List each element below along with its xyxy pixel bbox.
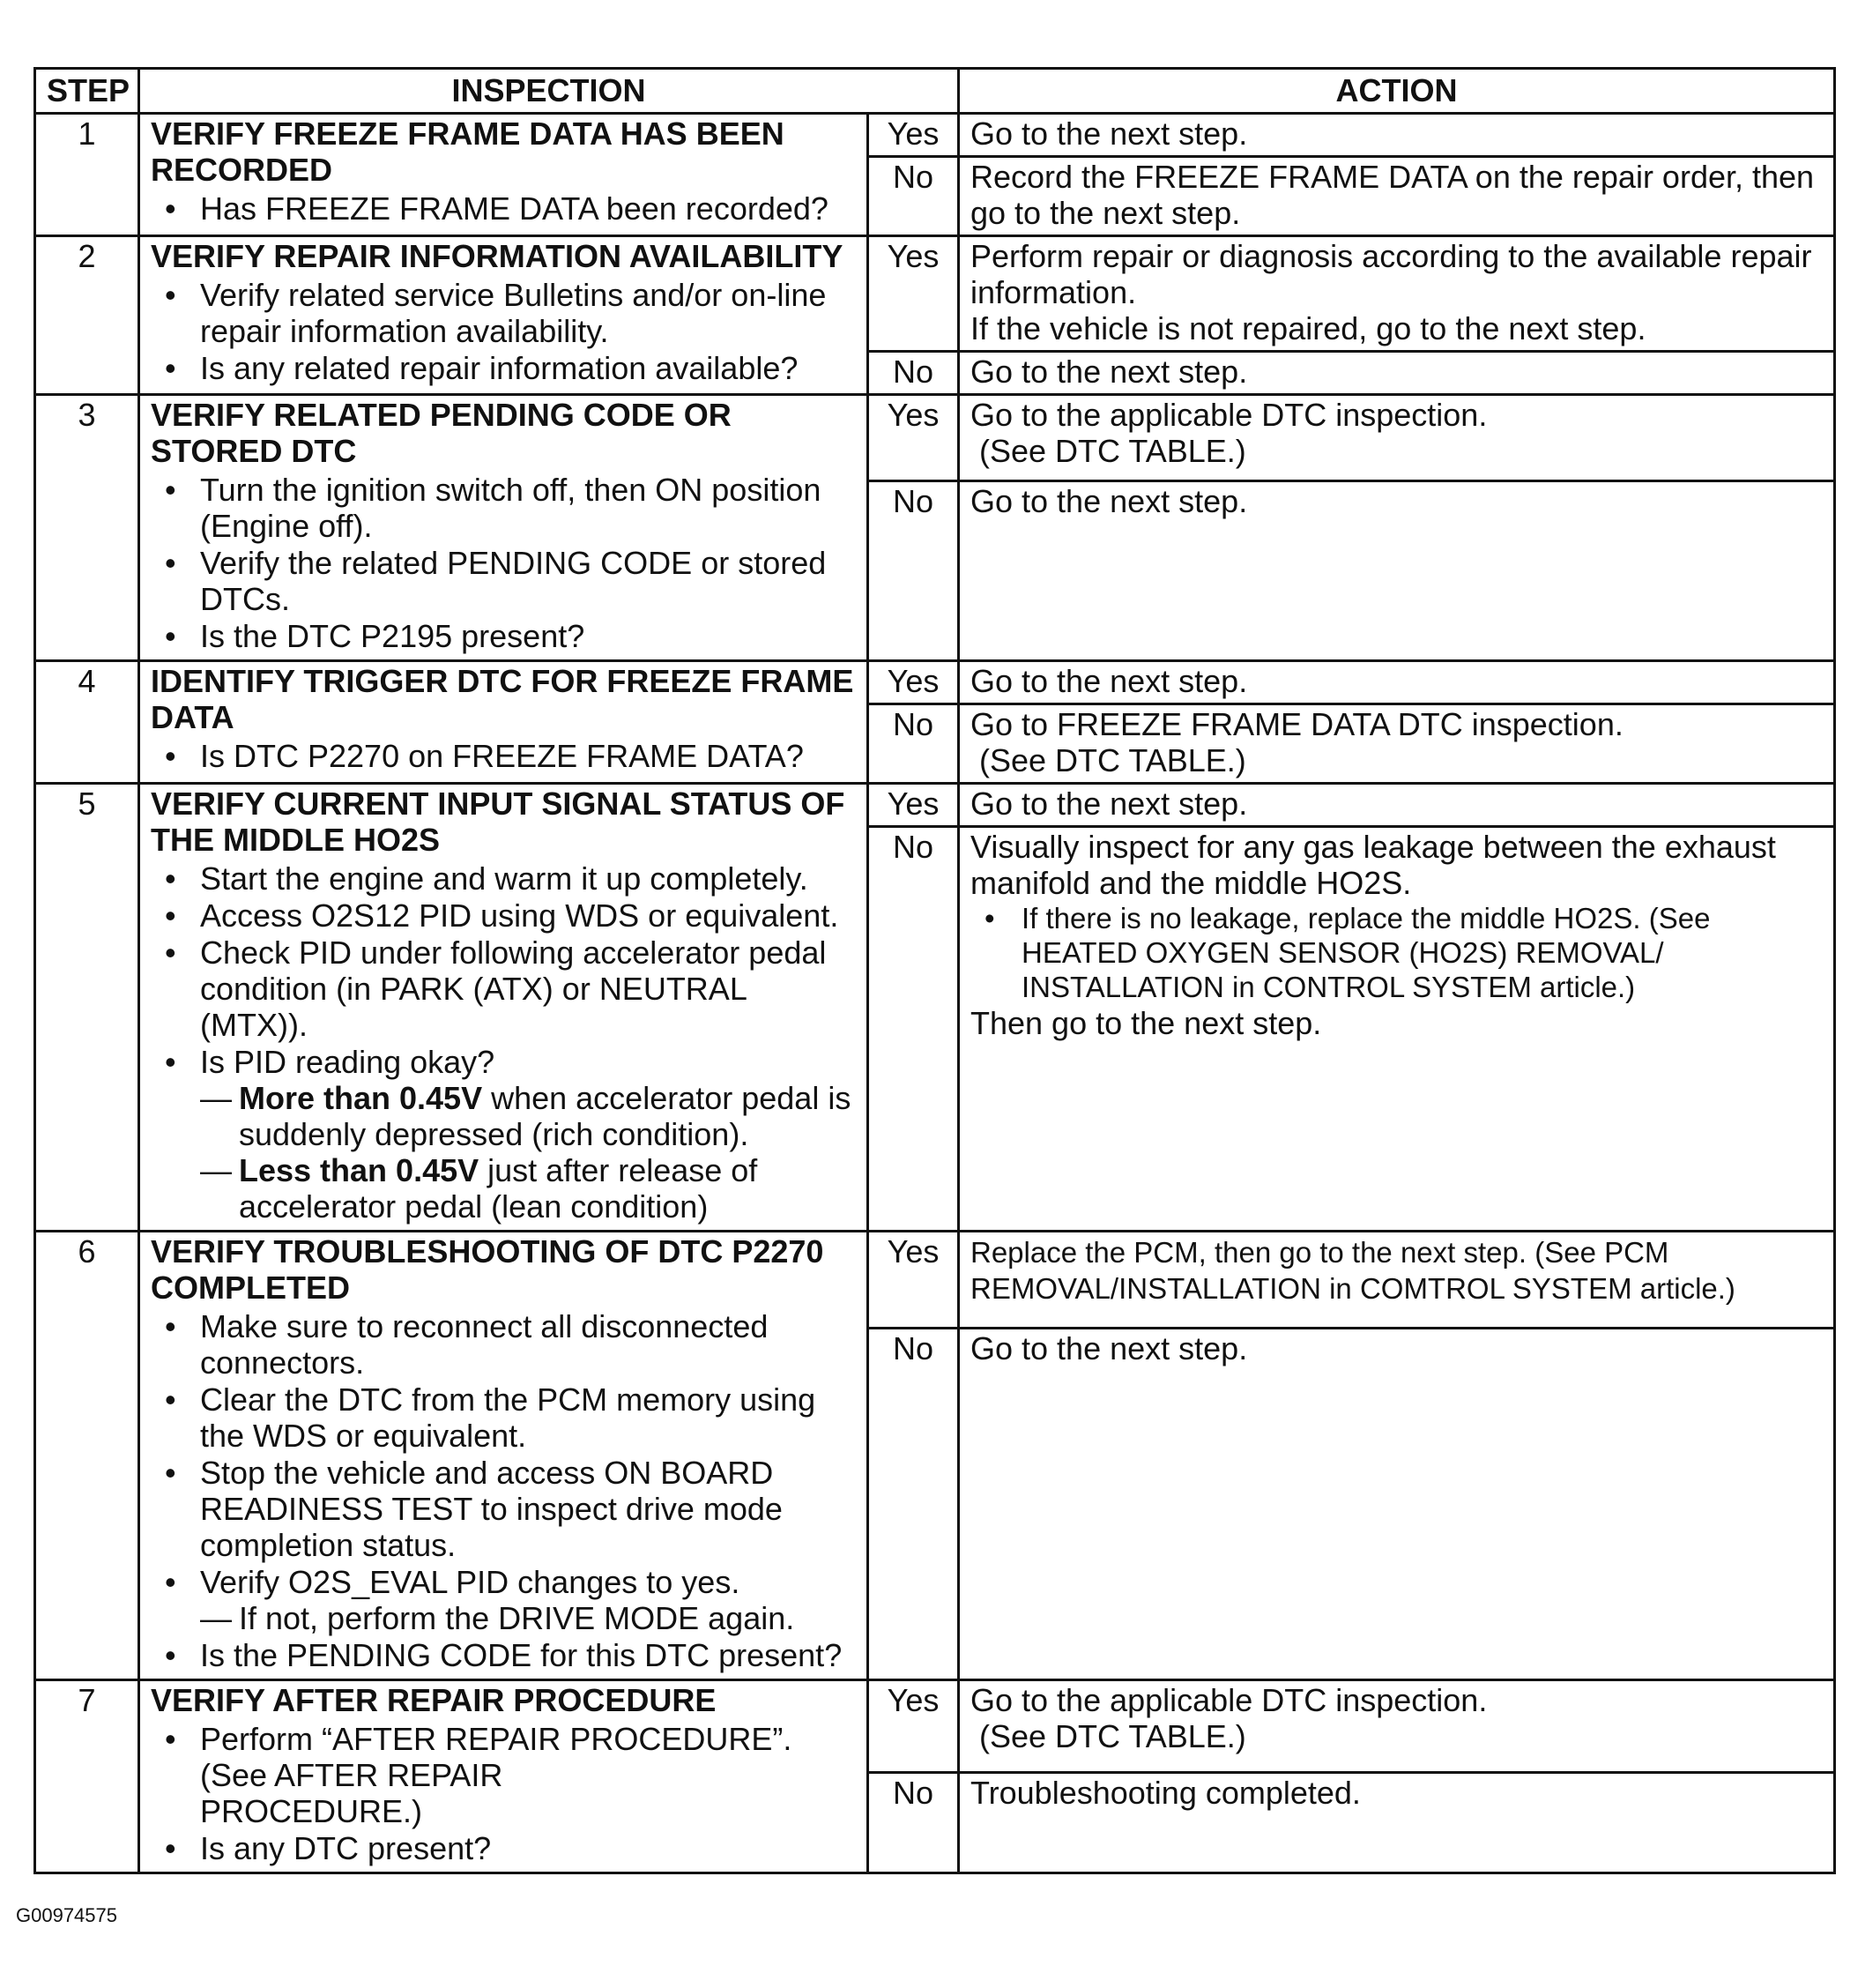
inspection-cell (139, 1232, 868, 1680)
header-row (35, 69, 1835, 114)
diagnostic-table (33, 67, 1836, 1874)
no-label: No (868, 1329, 959, 1680)
yes-label: Yes (868, 236, 959, 352)
sub-item-bold: More than 0.45V (239, 1080, 483, 1116)
no-label: No (868, 352, 959, 395)
bullet-item: • Is any DTC present? (151, 1830, 856, 1866)
no-label: No (868, 157, 959, 236)
step-number: 7 (35, 1680, 139, 1873)
inspection-title: IDENTIFY TRIGGER DTC FOR FREEZE FRAME DATA (151, 663, 854, 735)
step-header: STEP (35, 69, 139, 114)
inspection-bullets (151, 277, 856, 386)
bullet-text: Is PID reading okay? (200, 1044, 495, 1080)
no-action: Go to the next step. (959, 481, 1835, 661)
bullet-item: • Has FREEZE FRAME DATA been recorded? (151, 190, 856, 227)
inspection-cell (139, 114, 868, 236)
bullet-item: • Turn the ignition switch off, then ON position (Engine off). (151, 472, 856, 544)
table-row (35, 395, 1835, 481)
step-number: 4 (35, 661, 139, 784)
action-line: Perform repair or diagnosis according to the available repair information. (970, 238, 1812, 310)
inspection-bullets (151, 190, 856, 227)
bullet-item: • Verify related service Bulletins and/or on-line repair information availability. (151, 277, 856, 349)
inspection-cell (139, 1680, 868, 1873)
bullet-item: • Make sure to reconnect all disconnected connectors. (151, 1308, 856, 1381)
inspection-bullets (151, 860, 856, 1225)
step-number: 2 (35, 236, 139, 395)
sub-item-bold: Less than 0.45V (239, 1152, 479, 1188)
bullet-item (151, 1564, 856, 1636)
inspection-bullets (151, 1308, 856, 1673)
sub-list (200, 1600, 856, 1636)
yes-label: Yes (868, 1232, 959, 1329)
yes-label: Yes (868, 661, 959, 704)
yes-label: Yes (868, 784, 959, 827)
table-row (35, 236, 1835, 352)
sub-item-text: when accelerator pedal is suddenly depressed (rich condition). (239, 1080, 851, 1152)
table-row (35, 1232, 1835, 1329)
bullet-item: • Stop the vehicle and access ON BOARD READINESS TEST to inspect drive mode completion status. (151, 1455, 856, 1563)
inspection-title: VERIFY REPAIR INFORMATION AVAILABILITY (151, 238, 843, 274)
yes-label: Yes (868, 395, 959, 481)
bullet-text: • Perform “AFTER REPAIR PROCEDURE”. (200, 1721, 792, 1757)
step-number: 1 (35, 114, 139, 236)
yes-label: Yes (868, 1680, 959, 1773)
inspection-cell (139, 661, 868, 784)
no-action: Go to the next step. (959, 1329, 1835, 1680)
bullet-item: • Is DTC P2270 on FREEZE FRAME DATA? (151, 738, 856, 774)
action-line: Visually inspect for any gas leakage between the exhaust manifold and the middle HO2S. (970, 829, 1776, 901)
no-label: No (868, 827, 959, 1232)
action-line: Go to the applicable DTC inspection. (970, 397, 1488, 433)
yes-action (959, 1232, 1835, 1329)
bullet-item (151, 1044, 856, 1225)
yes-action: Go to the next step. (959, 661, 1835, 704)
action-line: (See DTC TABLE.) (979, 433, 1246, 469)
no-action (959, 827, 1835, 1232)
step-number: 6 (35, 1232, 139, 1680)
sub-item: — If not, perform the DRIVE MODE again. (200, 1600, 856, 1636)
inspection-title: VERIFY FREEZE FRAME DATA HAS BEEN RECORDED (151, 115, 784, 188)
inspection-cell (139, 395, 868, 661)
action-line: If the vehicle is not repaired, go to the next step. (970, 310, 1646, 346)
action-bullets (970, 901, 1823, 1004)
figure-id: G00974575 (16, 1904, 117, 1926)
yes-action: Go to the next step. (959, 784, 1835, 827)
action-header: ACTION (959, 69, 1835, 114)
no-action: Go to the next step. (959, 352, 1835, 395)
sub-list (200, 1080, 856, 1225)
inspection-bullets (151, 1721, 856, 1866)
table-row (35, 784, 1835, 827)
inspection-title: VERIFY AFTER REPAIR PROCEDURE (151, 1682, 717, 1718)
table-row (35, 1680, 1835, 1773)
step-number: 3 (35, 395, 139, 661)
bullet-item: • Access O2S12 PID using WDS or equivalent. (151, 897, 856, 934)
inspection-bullets (151, 738, 856, 774)
sub-item (200, 1080, 856, 1152)
no-action: Record the FREEZE FRAME DATA on the repair order, then go to the next step. (959, 157, 1835, 236)
no-label: No (868, 704, 959, 784)
action-line: Then go to the next step. (970, 1005, 1322, 1041)
bullet-text: (See AFTER REPAIR PROCEDURE.) (200, 1757, 503, 1829)
yes-label: Yes (868, 114, 959, 157)
bullet-item: • Start the engine and warm it up completely. (151, 860, 856, 897)
no-label: No (868, 1773, 959, 1873)
no-action (959, 704, 1835, 784)
action-line: Go to the applicable DTC inspection. (970, 1682, 1488, 1718)
sub-item-text: just after release of accelerator pedal (lean condition) (239, 1152, 758, 1225)
action-line: Replace the PCM, then go to the next step. (See PCM REMOVAL/INSTALLATION in COMTROL SYSTEM article.) (970, 1236, 1735, 1305)
bullet-item (151, 1721, 856, 1829)
bullet-item: • Is the DTC P2195 present? (151, 618, 856, 654)
inspection-cell (139, 784, 868, 1232)
yes-action (959, 236, 1835, 352)
bullet-item: • Verify the related PENDING CODE or stored DTCs. (151, 545, 856, 617)
action-line: (See DTC TABLE.) (979, 742, 1246, 778)
action-line: (See DTC TABLE.) (979, 1718, 1246, 1754)
inspection-header: INSPECTION (139, 69, 959, 114)
table-row (35, 661, 1835, 704)
sub-item (200, 1152, 856, 1225)
bullet-item: • Check PID under following accelerator pedal condition (in PARK (ATX) or NEUTRAL (MTX)). (151, 934, 856, 1043)
yes-action (959, 1680, 1835, 1773)
action-line: Go to FREEZE FRAME DATA DTC inspection. (970, 706, 1624, 742)
bullet-item: • If there is no leakage, replace the middle HO2S. (See HEATED OXYGEN SENSOR (HO2S) REMOVAL/ INSTALLATION in CONTROL SYSTEM article.) (970, 901, 1823, 1004)
inspection-cell (139, 236, 868, 395)
bullet-item: • Is the PENDING CODE for this DTC present? (151, 1637, 856, 1673)
yes-action: Go to the next step. (959, 114, 1835, 157)
yes-action (959, 395, 1835, 481)
bullet-text: Verify O2S_EVAL PID changes to yes. (200, 1564, 740, 1600)
inspection-bullets (151, 472, 856, 654)
inspection-title: VERIFY TROUBLESHOOTING OF DTC P2270 COMPLETED (151, 1233, 824, 1306)
step-number: 5 (35, 784, 139, 1232)
no-action: Troubleshooting completed. (959, 1773, 1835, 1873)
inspection-title: VERIFY CURRENT INPUT SIGNAL STATUS OF THE MIDDLE HO2S (151, 786, 845, 858)
bullet-item: • Is any related repair information available? (151, 350, 856, 386)
bullet-item: • Clear the DTC from the PCM memory using the WDS or equivalent. (151, 1381, 856, 1454)
no-label: No (868, 481, 959, 661)
table-row (35, 114, 1835, 157)
inspection-title: VERIFY RELATED PENDING CODE OR STORED DTC (151, 397, 732, 469)
